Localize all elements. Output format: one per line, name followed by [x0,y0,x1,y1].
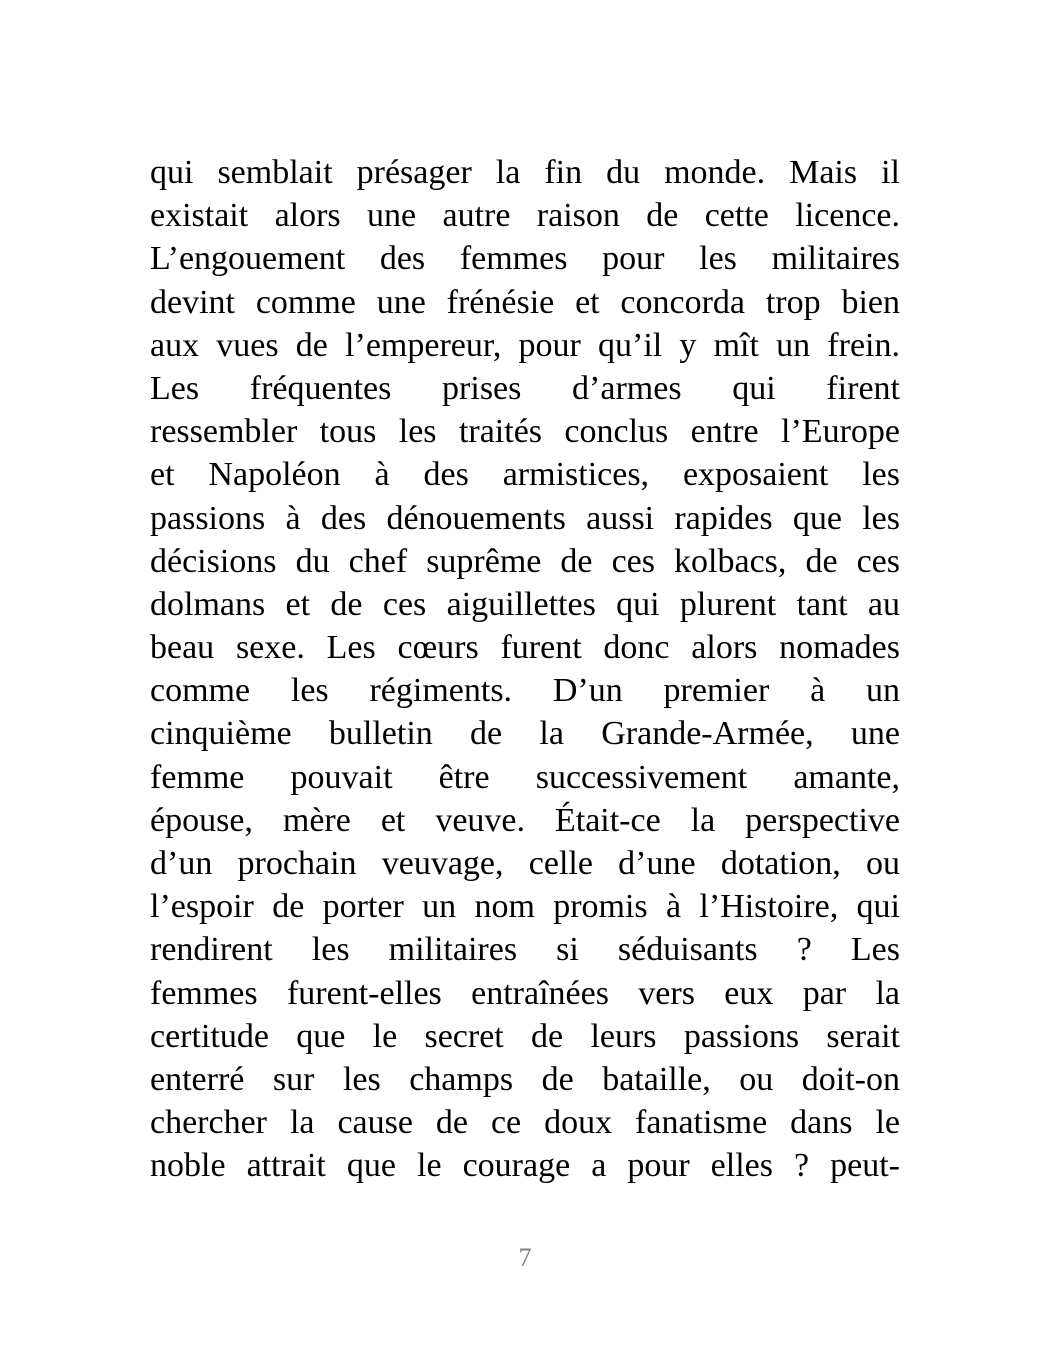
text-line: et Napoléon à des armistices, exposaient les [150,456,900,494]
text-line: aux vues de l’empereur, pour qu’il y mît un frein. [150,326,900,364]
body-text [150,151,900,1188]
text-line: chercher la cause de ce doux fanatisme dans le [150,1104,900,1142]
text-line: passions à des dénouements aussi rapides que les [150,499,900,537]
text-line: d’un prochain veuvage, celle d’une dotation, ou [150,845,900,882]
text-line: noble attrait que le courage a pour elles ? peut- [150,1147,900,1185]
text-line: cinquième bulletin de la Grande-Armée, une [150,715,900,753]
text-line: décisions du chef suprême de ces kolbacs, de ces [150,542,900,580]
text-line: Les fréquentes prises d’armes qui firent [150,369,900,407]
text-line: certitude que le secret de leurs passions serait [150,1017,900,1055]
text-line: beau sexe. Les cœurs furent donc alors nomades [150,629,900,667]
text-line: devint comme une frénésie et concorda trop bien [150,283,900,321]
text-line: qui semblait présager la fin du monde. Mais il [150,154,900,191]
text-line: dolmans et de ces aiguillettes qui plurent tant au [150,585,900,623]
text-line: femme pouvait être successivement amante, [150,758,900,796]
text-line: existait alors une autre raison de cette licence. [150,197,900,235]
text-line: L’engouement des femmes pour les militaires [150,240,900,278]
text-line: comme les régiments. D’un premier à un [150,672,900,710]
page-number: 7 [518,1243,532,1272]
text-line: rendirent les militaires si séduisants ? Les [150,931,900,969]
text-line: épouse, mère et veuve. Était-ce la perspective [150,801,900,839]
text-line: enterré sur les champs de bataille, ou doit-on [150,1060,900,1098]
text-line: l’espoir de porter un nom promis à l’Histoire, qui [150,888,900,926]
text-line: ressembler tous les traités conclus entre l’Europe [150,413,900,451]
text-line: femmes furent-elles entraînées vers eux par la [150,974,900,1012]
